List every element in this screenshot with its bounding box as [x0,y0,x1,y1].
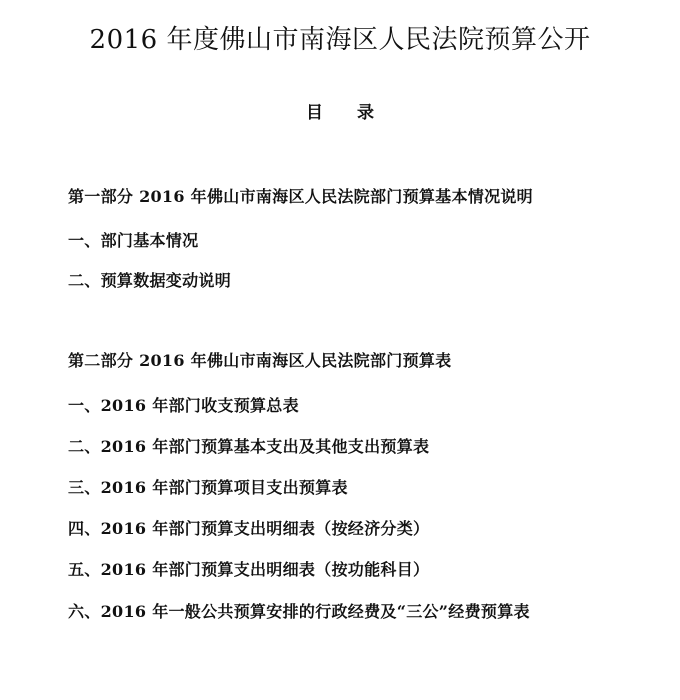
document-title: 2016 年度佛山市南海区人民法院预算公开 [89,25,591,55]
toc-item: 一、部门基本情况 [68,231,199,250]
toc-item: 二、2016 年部门预算基本支出及其他支出预算表 [68,437,430,456]
toc-item: 三、2016 年部门预算项目支出预算表 [68,478,348,497]
toc-item: 六、2016 年一般公共预算安排的行政经费及“三公”经费预算表 [68,602,530,621]
toc-item: 四、2016 年部门预算支出明细表（按经济分类） [68,519,430,538]
toc-part-2-heading: 第二部分 2016 年佛山市南海区人民法院部门预算表 [68,351,452,370]
toc-heading: 目录 [306,103,408,123]
toc-item: 二、预算数据变动说明 [68,271,232,290]
toc-item: 五、2016 年部门预算支出明细表（按功能科目） [68,560,430,579]
toc-item: 一、2016 年部门收支预算总表 [68,396,299,415]
toc-part-1-heading: 第一部分 2016 年佛山市南海区人民法院部门预算基本情况说明 [68,187,533,206]
